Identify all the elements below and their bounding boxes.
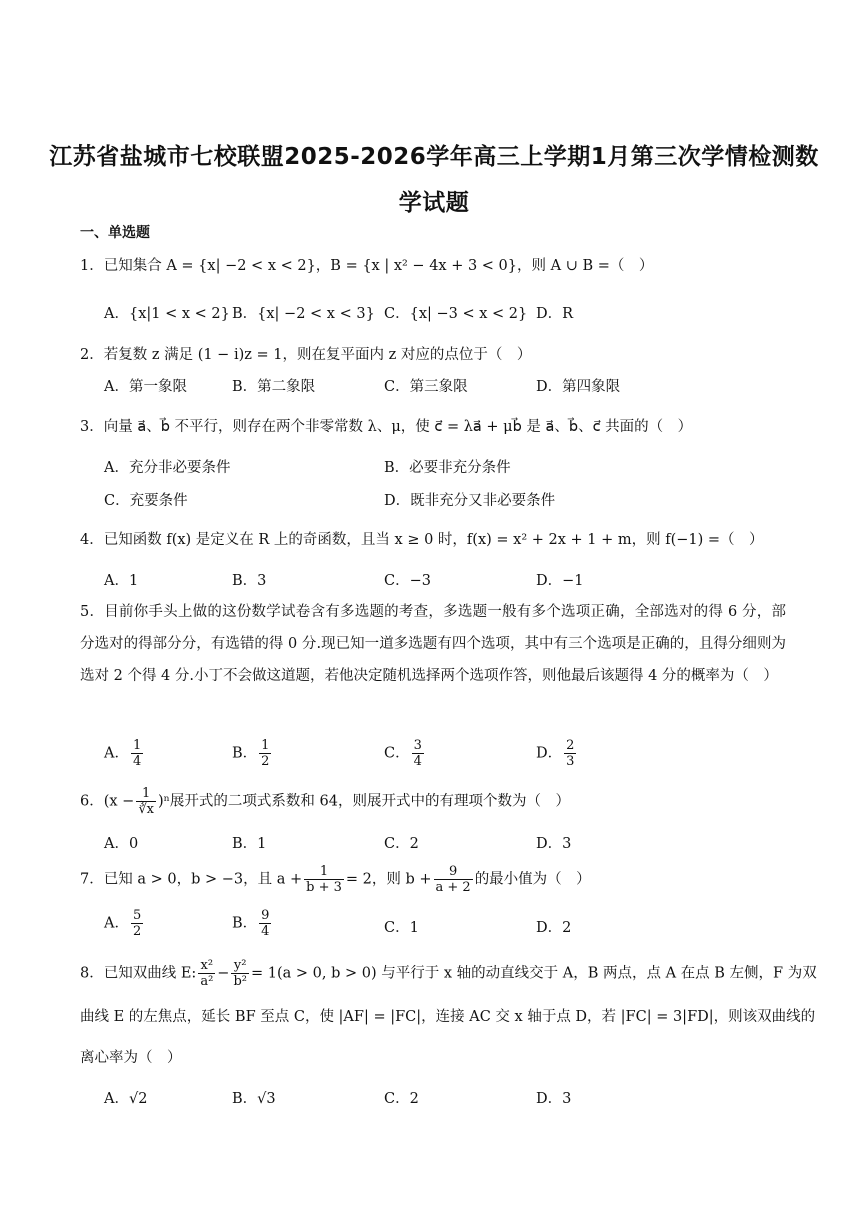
q8-option-c: C．2	[384, 1091, 419, 1107]
q5-stem: 5．目前你手头上做的这份数学试卷含有多选题的考查，多选题一般有多个选项正确，全部选对的得 6 分，部分选对的得部分分，有选错的得 0 分.现已知一道多选题有四个选项，其中有三个选项是正确的，且得分细则为选对 2 个得 4 分.小丁不会做这道题，若他决定随机选择两个选项作答，则他最后该题得 4 分的概率为（ ）	[80, 604, 786, 684]
q4-option-b: B．3	[232, 573, 267, 589]
q8-stem-line3: 离心率为（ ）	[80, 1050, 182, 1066]
q2-stem: 2．若复数 z 满足 (1 − i)z = 1，则在复平面内 z 对应的点位于（ ）	[80, 347, 532, 363]
q2-option-c: C．第三象限	[384, 379, 468, 395]
q4-option-c: C．−3	[384, 573, 431, 589]
q3-option-c: C．充要条件	[104, 493, 188, 509]
q8-part2: = 1(a > 0, b > 0) 与平行于 x 轴的动直线交于 A，B 两点，点 A 在点 B 左侧，F 为双	[250, 965, 817, 982]
q5-option-b	[232, 738, 273, 769]
option-label: C．	[384, 745, 410, 762]
q6-option-b: B．1	[232, 836, 267, 852]
q1-option-d: D．R	[536, 306, 574, 322]
option-label: B．	[232, 915, 258, 932]
q7-option-c: C．1	[384, 920, 419, 936]
numerator: 5	[132, 908, 142, 923]
exam-title-line1: 江苏省盐城市七校联盟2025-2026学年高三上学期1月第三次学情检测数	[49, 144, 819, 170]
numerator: 2	[566, 738, 575, 753]
exam-title-line2: 学试题	[398, 190, 470, 216]
q5-option-a	[104, 738, 145, 769]
q3-option-a: A．充分非必要条件	[104, 460, 231, 476]
denominator: 2	[132, 924, 142, 939]
numerator: 1	[261, 738, 270, 753]
denominator: 4	[132, 754, 142, 769]
q4-stem: 4．已知函数 f(x) 是定义在 R 上的奇函数，且当 x ≥ 0 时，f(x) = x² + 2x + 1 + m，则 f(−1) =（ ）	[80, 532, 764, 548]
q1-option-c: C．{x| −3 < x < 2}	[384, 306, 528, 322]
q2-option-b: B．第二象限	[232, 379, 316, 395]
q7-part2: = 2，则 b +	[345, 871, 432, 888]
denominator: 4	[413, 754, 422, 769]
fraction	[198, 958, 215, 989]
option-label: A．	[104, 745, 129, 762]
numerator: 9	[261, 908, 270, 923]
q7-option-a	[104, 908, 145, 939]
q3-option-d: D．既非充分又非必要条件	[384, 493, 556, 509]
q7-option-d: D．2	[536, 920, 572, 936]
q8-minus: −	[217, 965, 230, 982]
q7-stem	[80, 864, 591, 895]
q7-part1: 7．已知 a > 0，b > −3，且 a +	[80, 871, 303, 888]
denominator: b + 3	[306, 880, 342, 895]
fraction	[131, 908, 143, 939]
fraction	[259, 908, 271, 939]
denominator: 2	[261, 754, 270, 769]
q6-suffix: 展开式的二项式系数和 64，则展开式中的有理项个数为（ ）	[169, 793, 570, 810]
q6-prefix: 6．	[80, 793, 104, 810]
q3-stem: 3．向量 a⃗、b⃗ 不平行，则存在两个非零常数 λ、μ，使 c⃗ = λa⃗ + μb⃗ 是 a⃗、b⃗、c⃗ 共面的（ ）	[80, 419, 693, 435]
fraction	[136, 786, 156, 817]
fraction	[131, 738, 143, 769]
q8-option-a	[104, 1087, 147, 1108]
q8-option-d: D．3	[536, 1091, 572, 1107]
option-label: B．	[232, 1091, 258, 1107]
q6-option-a: A．0	[104, 836, 139, 852]
numerator: 9	[448, 864, 458, 879]
numerator: y²	[233, 958, 247, 973]
q6-stem	[80, 786, 570, 817]
option-label: D．	[536, 745, 563, 762]
section-heading: 一、单选题	[80, 225, 150, 241]
q6-option-c: C．2	[384, 836, 419, 852]
option-value: √2	[128, 1091, 148, 1107]
q2-option-d: D．第四象限	[536, 379, 621, 395]
option-value: √3	[257, 1091, 276, 1107]
q5-option-c	[384, 738, 426, 769]
numerator: 3	[413, 738, 422, 753]
fraction	[434, 864, 473, 895]
q1-option-a: A．{x|1 < x < 2}	[104, 306, 230, 322]
fraction	[231, 958, 249, 989]
numerator: 1	[319, 864, 329, 879]
denominator: 4	[261, 924, 270, 939]
q6-expr-right: )ⁿ	[157, 793, 170, 810]
q5-option-d	[536, 738, 578, 769]
denominator: 3	[566, 754, 575, 769]
q3-option-b: B．必要非充分条件	[384, 460, 511, 476]
fraction	[564, 738, 576, 769]
fraction	[304, 864, 344, 895]
q8-part1: 8．已知双曲线 E:	[80, 965, 197, 982]
fraction	[259, 738, 271, 769]
numerator: x²	[200, 958, 214, 973]
q4-option-a: A．1	[104, 573, 139, 589]
numerator: 1	[142, 786, 151, 801]
denominator: a²	[200, 974, 214, 989]
q1-stem: 1．已知集合 A = {x| −2 < x < 2}，B = {x | x² − 4x + 3 < 0}，则 A ∪ B =（ ）	[80, 258, 654, 274]
fraction	[412, 738, 424, 769]
denominator: ∛x	[138, 802, 154, 817]
denominator: a + 2	[435, 880, 471, 895]
q1-option-b: B．{x| −2 < x < 3}	[232, 306, 375, 322]
q6-expr-left: (x −	[103, 793, 135, 810]
option-label: A．	[104, 915, 129, 932]
q4-option-d: D．−1	[536, 573, 584, 589]
denominator: b²	[233, 974, 247, 989]
q6-option-d: D．3	[536, 836, 572, 852]
q7-part3: 的最小值为（ ）	[474, 871, 591, 888]
q7-option-b	[232, 908, 273, 939]
q8-option-b	[232, 1087, 276, 1108]
q2-option-a: A．第一象限	[104, 379, 187, 395]
q8-stem-line1	[80, 958, 817, 989]
numerator: 1	[132, 738, 142, 753]
q8-stem-line2: 曲线 E 的左焦点，延长 BF 至点 C，使 |AF| = |FC|，连接 AC 交 x 轴于点 D，若 |FC| = 3|FD|，则该双曲线的	[80, 1009, 816, 1025]
option-label: A．	[104, 1091, 129, 1107]
option-label: B．	[232, 745, 258, 762]
